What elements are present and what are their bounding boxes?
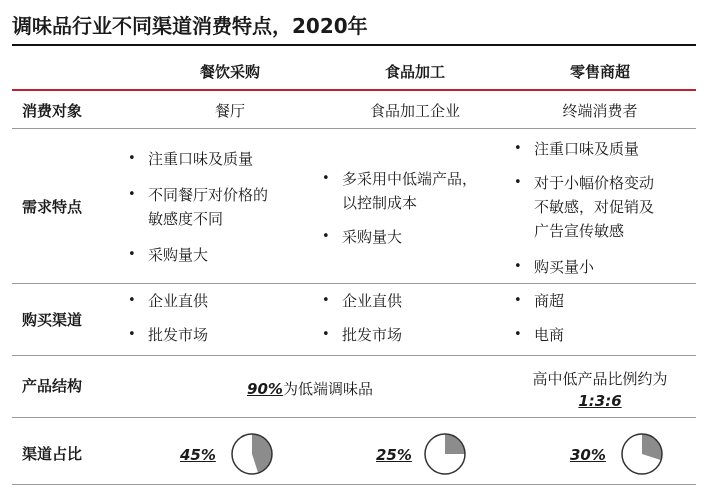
bullet: • [514,175,522,190]
share-retail-pie [620,432,664,476]
share-catering-label [180,446,216,464]
demand-food-processing-list [318,168,508,258]
list-item-continued: 广告宣传敏感 [534,222,625,240]
structure-ratio: 1:3:6 [578,392,622,410]
bullet: • [322,293,330,308]
row-divider [12,355,696,356]
page-title: 调味品行业不同渠道消费特点，2020年 [12,14,368,38]
row-label-channel: 购买渠道 [22,311,83,329]
list-item: 采购量大 [148,246,209,264]
column-header-retail: 零售商超 [569,63,630,81]
share-value: 25% [376,446,412,464]
list-item: 企业直供 [342,292,403,310]
list-item-continued: 敏感度不同 [148,210,224,228]
share-value: 45% [180,446,216,464]
column-header-catering: 餐饮采购 [199,63,260,81]
share-catering-pie [230,432,274,476]
share-value: 30% [570,446,606,464]
consumer-retail: 终端消费者 [562,102,638,120]
demand-retail-list [510,138,700,278]
list-item: 注重口味及质量 [148,150,254,168]
share-food-processing-label [376,446,412,464]
title-divider [12,44,696,46]
bullet: • [128,187,136,202]
share-food-processing-pie [423,432,467,476]
list-item: 多采用中低端产品， [342,170,478,188]
consumer-food-processing: 食品加工企业 [369,102,460,120]
bullet: • [322,327,330,342]
row-divider [12,283,696,284]
channel-retail-list [510,290,700,350]
structure-retail-line1: 高中低产品比例约为 [532,370,668,388]
list-item: 对于小幅价格变动 [534,174,655,192]
bullet: • [514,259,522,274]
list-item: 商超 [534,292,565,310]
list-item-continued: 以控制成本 [342,194,418,212]
column-header-food-processing: 食品加工 [384,63,445,81]
row-label-structure: 产品结构 [22,377,83,395]
row-label-consumer: 消费对象 [22,102,83,120]
channel-food-processing-list [318,290,508,350]
channel-catering-list [122,290,312,350]
row-divider [12,417,696,418]
header-divider [12,89,696,91]
bullet: • [128,151,136,166]
bullet: • [128,327,136,342]
bullet: • [322,229,330,244]
list-item: 购买量小 [534,258,595,276]
share-retail-label [570,446,606,464]
list-item: 不同餐厅对价格的 [148,186,269,204]
row-divider [12,128,696,129]
bullet: • [128,293,136,308]
list-item: 批发市场 [342,326,403,344]
list-item: 采购量大 [342,228,403,246]
structure-retail-ratio [510,392,690,410]
structure-text: 为低端调味品 [282,380,373,398]
bullet: • [322,171,330,186]
bullet: • [514,327,522,342]
table-bottom-border [12,484,696,485]
bullet: • [128,247,136,262]
list-item: 企业直供 [148,292,209,310]
list-item-continued: 不敏感，对促销及 [534,198,655,216]
structure-catering-food [160,378,460,399]
row-label-demand: 需求特点 [22,198,83,216]
list-item: 电商 [534,326,565,344]
bullet: • [514,141,522,156]
demand-catering-list [122,148,312,278]
bullet: • [514,293,522,308]
list-item: 注重口味及质量 [534,140,640,158]
consumer-catering: 餐厅 [214,102,245,120]
row-label-share: 渠道占比 [22,445,83,463]
structure-percent: 90% [247,380,283,398]
list-item: 批发市场 [148,326,209,344]
